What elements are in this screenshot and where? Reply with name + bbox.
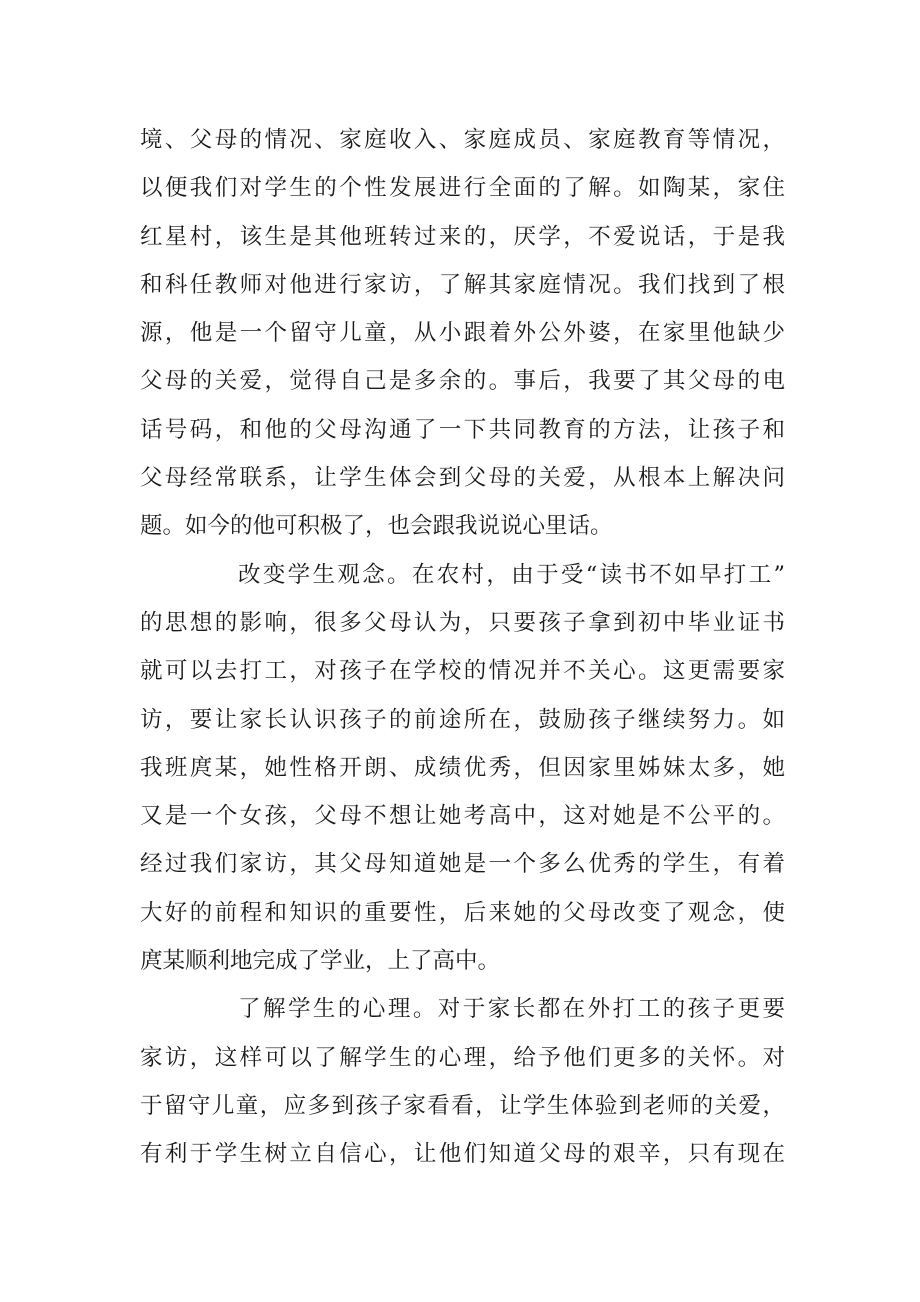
text-line: 就可以去打工，对孩子在学校的情况并不关心。这更需要家 bbox=[140, 658, 785, 685]
text-line: 于留守儿童，应多到孩子家看看，让学生体验到老师的关爱， bbox=[140, 1092, 785, 1119]
text-line: 访，要让家长认识孩子的前途所在，鼓励孩子继续努力。如 bbox=[140, 706, 785, 733]
text-line: 红星村，该生是其他班转过来的，厌学，不爱说话，于是我 bbox=[140, 223, 785, 250]
text-line: 以便我们对学生的个性发展进行全面的了解。如陶某，家住 bbox=[140, 175, 785, 202]
text-line: 源，他是一个留守儿童，从小跟着外公外婆，在家里他缺少 bbox=[140, 320, 785, 347]
text-line: 父母的关爱，觉得自己是多余的。事后，我要了其父母的电 bbox=[140, 368, 785, 395]
paragraph-start-line: 了解学生的心理。对于家长都在外打工的孩子更要 bbox=[238, 996, 785, 1023]
text-line: 和科任教师对他进行家访，了解其家庭情况。我们找到了根 bbox=[140, 271, 785, 298]
text-line: 家访，这样可以了解学生的心理，给予他们更多的关怀。对 bbox=[140, 1044, 785, 1071]
paragraph-end-line: 题。如今的他可积极了，也会跟我说说心里话。 bbox=[140, 513, 613, 540]
text-line: 大好的前程和知识的重要性，后来她的父母改变了观念，使 bbox=[140, 899, 785, 926]
text-line: 经过我们家访，其父母知道她是一个多么优秀的学生，有着 bbox=[140, 851, 785, 878]
paragraph-end-line: 庹某顺利地完成了学业，上了高中。 bbox=[140, 948, 501, 975]
text-line: 境、父母的情况、家庭收入、家庭成员、家庭教育等情况， bbox=[140, 127, 785, 153]
body-text bbox=[140, 116, 785, 1179]
text-line: 的思想的影响，很多父母认为，只要孩子拿到初中毕业证书 bbox=[140, 609, 785, 636]
text-line: 又是一个女孩，父母不想让她考高中，这对她是不公平的。 bbox=[140, 803, 785, 830]
text-line: 父母经常联系，让学生体会到父母的关爱，从根本上解决问 bbox=[140, 465, 785, 492]
text-line: 我班庹某，她性格开朗、成绩优秀，但因家里姊妹太多，她 bbox=[140, 754, 785, 781]
paragraph-start-line: 改变学生观念。在农村，由于受“读书不如早打工” bbox=[238, 561, 785, 588]
text-line: 话号码，和他的父母沟通了一下共同教育的方法，让孩子和 bbox=[140, 416, 785, 443]
text-line: 有利于学生树立自信心，让他们知道父母的艰辛，只有现在 bbox=[140, 1141, 785, 1168]
